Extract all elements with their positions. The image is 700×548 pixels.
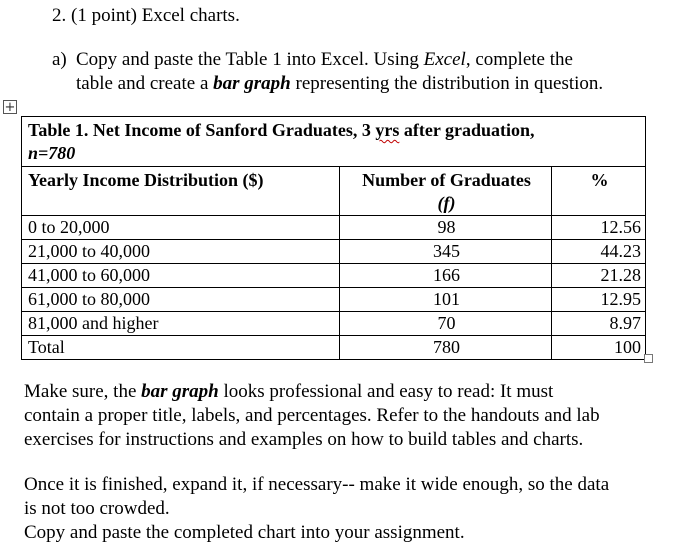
caption-text-end: after graduation, — [399, 120, 535, 140]
caption-text: Table 1. Net Income of Sanford Graduates, 3 — [28, 120, 376, 140]
spellcheck-word[interactable]: yrs — [375, 120, 400, 140]
table-row — [22, 216, 646, 240]
cell-percent[interactable]: 12.56 — [552, 216, 646, 240]
cell-range[interactable]: 81,000 and higher — [22, 312, 340, 336]
excel-emphasis: Excel — [423, 49, 466, 70]
table-row — [22, 312, 646, 336]
cell-percent[interactable]: 21.28 — [552, 264, 646, 288]
instructions2-line-1: Once it is finished, expand it, if necessary-- make it wide enough, so the data — [24, 474, 610, 495]
header-graduates — [340, 167, 552, 216]
instructions1-text-end: looks professional and easy to read: It must — [218, 381, 554, 402]
cell-range[interactable]: 41,000 to 60,000 — [22, 264, 340, 288]
table-header-row — [22, 167, 646, 216]
cell-range[interactable]: 61,000 to 80,000 — [22, 288, 340, 312]
cell-percent[interactable]: 12.95 — [552, 288, 646, 312]
caption-line-1 — [28, 119, 641, 142]
part-a-line2-text: table and create a — [76, 73, 214, 94]
cell-count[interactable]: 70 — [340, 312, 552, 336]
instructions2-line-3: Copy and paste the completed chart into your assignment. — [24, 522, 465, 543]
table-row — [22, 264, 646, 288]
part-a-line1-end: , complete the — [465, 49, 573, 70]
cell-count[interactable]: 101 — [340, 288, 552, 312]
table-caption-row — [22, 117, 646, 167]
instructions1-text: Make sure, the — [24, 381, 142, 402]
instructions1-line-3: exercises for instructions and examples on how to build tables and charts. — [24, 429, 584, 450]
income-table — [21, 116, 646, 360]
question-title: 2. (1 point) Excel charts. — [52, 5, 240, 26]
header-income: Yearly Income Distribution ($) — [22, 167, 340, 216]
part-a-line-2 — [76, 72, 603, 96]
header-graduates-sub: (f) — [437, 193, 456, 213]
cell-range[interactable]: 0 to 20,000 — [22, 216, 340, 240]
cell-percent[interactable]: 8.97 — [552, 312, 646, 336]
part-a-letter: a) — [52, 49, 67, 70]
cell-count[interactable]: 98 — [340, 216, 552, 240]
table-resize-handle-icon[interactable] — [644, 354, 653, 363]
cell-percent[interactable]: 100 — [552, 336, 646, 360]
cell-percent[interactable]: 44.23 — [552, 240, 646, 264]
instructions2-line-2: is not too crowded. — [24, 498, 170, 519]
instructions1-line-2: contain a proper title, labels, and percentages. Refer to the handouts and lab — [24, 405, 600, 426]
instructions1-line-1 — [24, 380, 664, 404]
header-graduates-label: Number of Graduates — [362, 170, 531, 190]
table-caption — [22, 117, 646, 167]
instructions-paragraph-2 — [24, 473, 664, 545]
table-row — [22, 288, 646, 312]
bar-graph-emphasis: bar graph — [213, 73, 291, 94]
bar-graph-emphasis-2: bar graph — [141, 381, 219, 402]
header-percent: % — [552, 167, 646, 216]
table-row — [22, 240, 646, 264]
cell-count[interactable]: 166 — [340, 264, 552, 288]
instructions-paragraph-1 — [24, 380, 664, 452]
part-a-line-1 — [76, 48, 573, 72]
table-move-handle-icon[interactable]: + — [4, 99, 16, 115]
cell-count[interactable]: 780 — [340, 336, 552, 360]
part-a-line2-end: representing the distribution in question. — [290, 73, 604, 94]
caption-line-2: n=780 — [28, 143, 76, 163]
cell-range[interactable]: 21,000 to 40,000 — [22, 240, 340, 264]
cell-count[interactable]: 345 — [340, 240, 552, 264]
part-a-line1-text: Copy and paste the Table 1 into Excel. Using — [76, 49, 424, 70]
cell-range[interactable]: Total — [22, 336, 340, 360]
table-total-row — [22, 336, 646, 360]
